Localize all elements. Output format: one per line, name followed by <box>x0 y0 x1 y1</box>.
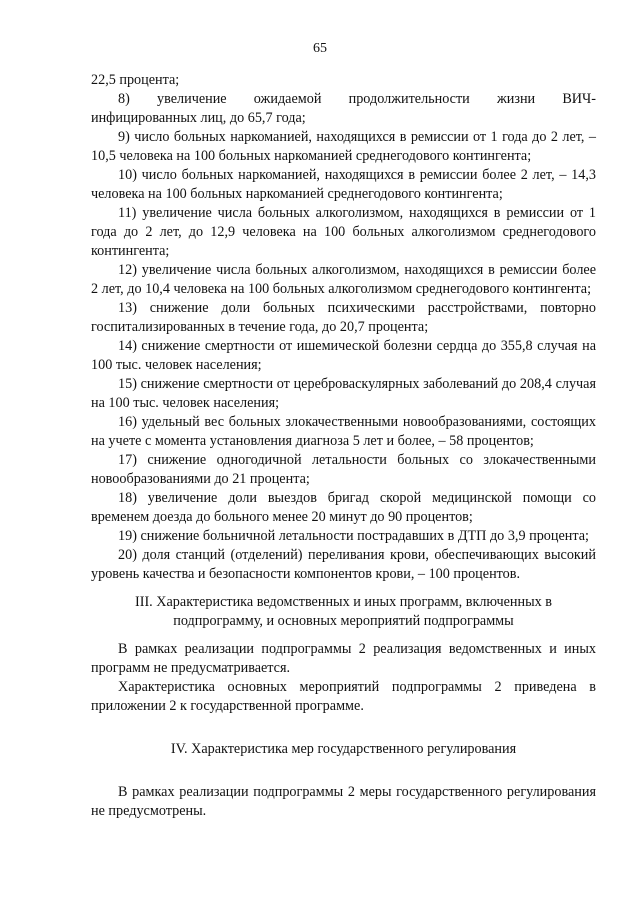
section-3-heading-line1: III. Характеристика ведомственных и иных программ, включенных в <box>135 594 552 610</box>
list-item-20: 20) доля станций (отделений) переливания крови, обеспечивающих высокий уровень качества и безопасности компонентов крови, – 100 процентов. <box>91 547 596 582</box>
section-4-heading: IV. Характеристика мер государственного регулирования <box>170 741 517 757</box>
list-item-12: 12) увеличение числа больных алкоголизмом, находящихся в ремиссии более 2 лет, до 10,4 человека на 100 больных алкоголизмом среднегодового контингента; <box>91 262 596 297</box>
paragraph-continuation: 22,5 процента; <box>91 72 180 88</box>
list-item-9: 9) число больных наркоманией, находящихся в ремиссии от 1 года до 2 лет, – 10,5 человека на 100 больных наркоманией среднегодового контингента; <box>91 129 596 164</box>
list-item-8-line2: инфицированных лиц, до 65,7 года; <box>91 110 306 126</box>
list-item-11: 11) увеличение числа больных алкоголизмом, находящихся в ремиссии от 1 года до 2 лет, до 12,9 человека на 100 больных алкоголизмом среднегодового контингента; <box>91 205 596 259</box>
list-item-18: 18) увеличение доли выездов бригад скорой медицинской помощи со временем доезда до больного менее 20 минут до 90 процентов; <box>91 490 596 525</box>
section-3-heading-line2: подпрограмму, и основных мероприятий подпрограммы <box>173 613 514 629</box>
list-item-8-line1: 8) увеличение ожидаемой продолжительности жизни ВИЧ- <box>118 91 596 107</box>
list-item-16: 16) удельный вес больных злокачественными новообразованиями, состоящих на учете с момента установления диагноза 5 лет и более, – 58 процентов; <box>91 414 596 449</box>
list-item-15: 15) снижение смертности от цереброваскулярных заболеваний до 208,4 случая на 100 тыс. человек населения; <box>91 376 596 411</box>
page-content <box>91 71 596 821</box>
section-3-paragraph-2: Характеристика основных мероприятий подпрограммы 2 приведена в приложении 2 к государственной программе. <box>91 679 596 714</box>
list-item-19: 19) снижение больничной летальности пострадавших в ДТП до 3,9 процента; <box>118 528 589 544</box>
page-number: 65 <box>313 41 327 56</box>
list-item-14: 14) снижение смертности от ишемической болезни сердца до 355,8 случая на 100 тыс. человек населения; <box>91 338 596 373</box>
list-item-10: 10) число больных наркоманией, находящихся в ремиссии более 2 лет, – 14,3 человека на 100 больных наркоманией среднегодового контингента; <box>91 167 596 202</box>
section-4-paragraph-1: В рамках реализации подпрограммы 2 меры государственного регулирования не предусмотрены. <box>91 784 596 819</box>
list-item-17: 17) снижение одногодичной летальности больных со злокачественными новообразованиями до 21 процента; <box>91 452 596 487</box>
section-3-paragraph-1: В рамках реализации подпрограммы 2 реализация ведомственных и иных программ не предусматривается. <box>91 641 596 676</box>
list-item-13: 13) снижение доли больных психическими расстройствами, повторно госпитализированных в течение года, до 20,7 процента; <box>91 300 596 335</box>
